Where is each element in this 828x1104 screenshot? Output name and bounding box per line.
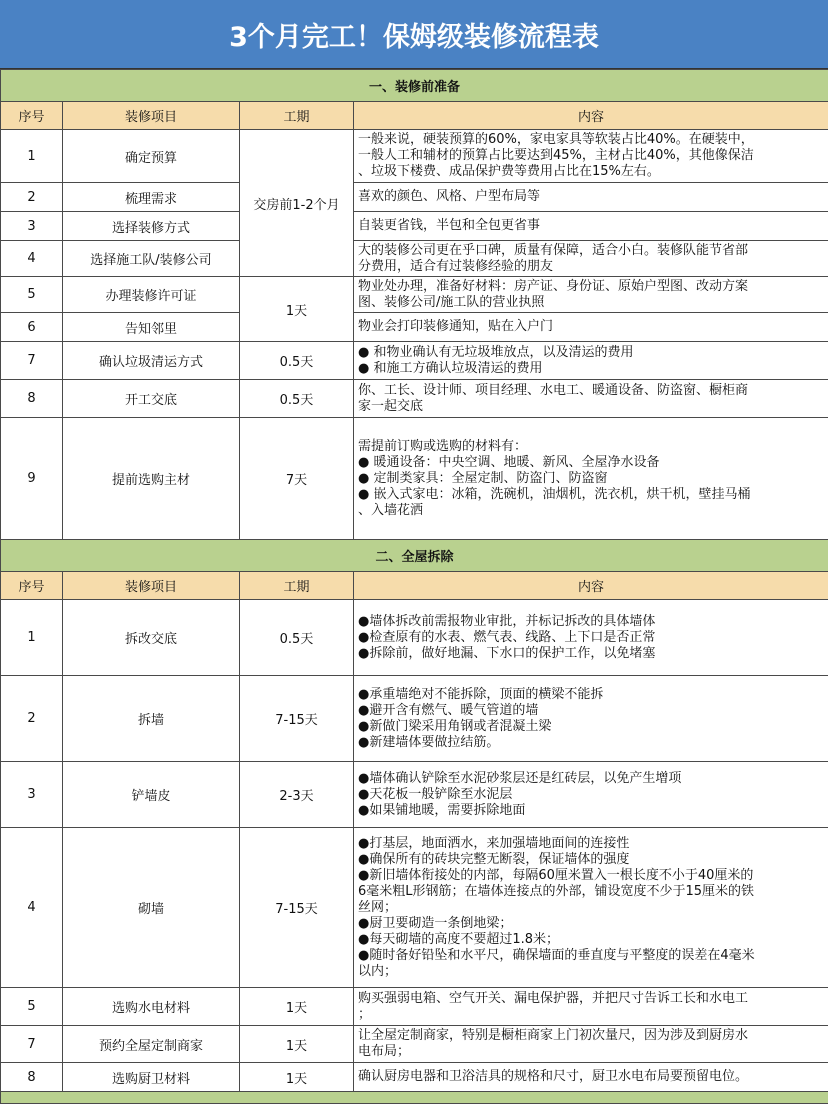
row-content [354,828,828,988]
row-number: 8 [1,380,63,418]
row-number: 1 [1,600,63,676]
row-period: 1天 [240,988,354,1026]
content-line: 丝网； [358,899,398,915]
row-item: 拆墙 [63,676,240,762]
table-row [1,762,828,828]
content-line: ● 和物业确认有无垃圾堆放点，以及清运的费用 [358,344,634,360]
row-content [354,418,828,540]
page-title: 3个月完工！保姆级装修流程表 [0,0,828,69]
header-period: 工期 [240,102,354,130]
content-line: ● 嵌入式家电：冰箱，洗碗机，油烟机，洗衣机，烘干机，壁挂马桶 [358,486,751,502]
row-content [354,342,828,380]
content-line: 需提前订购或选购的材料有： [358,438,528,454]
row-content [354,600,828,676]
table-row [1,130,828,183]
row-item: 告知邻里 [63,313,240,342]
content-line: ●天花板一般铲除至水泥层 [358,786,513,802]
content-line: ●拆除前，做好地漏、下水口的保护工作，以免堵塞 [358,645,656,661]
content-line: ●墙体确认铲除至水泥砂浆层还是红砖层，以免产生增项 [358,770,682,786]
content-line: ●确保所有的砖块完整无断裂，保证墙体的强度 [358,851,630,867]
row-content [354,241,828,277]
content-line: ●如果铺地暖，需要拆除地面 [358,802,526,818]
row-item: 选购水电材料 [63,988,240,1026]
content-line: 让全屋定制商家，特别是橱柜商家上门初次量尺，因为涉及到厨房水 [358,1028,749,1043]
table-row [1,212,828,241]
content-line: ●承重墙绝对不能拆除，顶面的横梁不能拆 [358,686,604,702]
content-line: 电布局； [358,1044,411,1059]
header-item: 装修项目 [63,572,240,600]
section-title: 二、全屋拆除 [1,540,828,572]
header-period: 工期 [240,572,354,600]
header-no: 序号 [1,102,63,130]
row-item: 开工交底 [63,380,240,418]
row-item: 预约全屋定制商家 [63,1026,240,1063]
header-content: 内容 [354,102,828,130]
content-line: ● 定制类家具：全屋定制、防盗门、防盗窗 [358,470,608,486]
row-content [354,988,828,1026]
row-item: 砌墙 [63,828,240,988]
content-line: 一般来说，硬装预算的60%，家电家具等软装占比40%。在硬装中， [358,132,754,147]
section-title-row [1,540,828,572]
row-number: 5 [1,988,63,1026]
row-content [354,277,828,313]
row-item: 选择装修方式 [63,212,240,241]
content-line: 以内； [358,963,398,979]
content-line: ●新做门梁采用角钢或者混凝土梁 [358,718,552,734]
row-content [354,1026,828,1063]
column-header-row [1,572,828,600]
next-section-title [1,1092,828,1104]
row-number: 6 [1,313,63,342]
row-content [354,130,828,183]
content-line: 物业会打印装修通知，贴在入户门 [358,319,554,334]
row-period: 1天 [240,277,354,342]
row-period: 0.5天 [240,600,354,676]
header-no: 序号 [1,572,63,600]
content-line: 、入墙花洒 [358,502,424,518]
row-content [354,762,828,828]
row-period: 交房前1-2个月 [240,130,354,277]
content-line: 一般人工和辅材的预算占比要达到45%，主材占比40%，其他像保洁 [358,148,754,163]
row-number: 2 [1,676,63,762]
table-row [1,600,828,676]
row-number: 4 [1,828,63,988]
content-line: 物业处办理，准备好材料：房产证、身份证、原始户型图、改动方案 [358,278,749,294]
content-line: 、垃圾下楼费、成品保护费等费用占比在15%左右。 [358,164,660,179]
row-number: 7 [1,1026,63,1063]
content-line: 大的装修公司更在乎口碑，质量有保障，适合小白。装修队能节省部 [358,242,749,258]
row-content [354,380,828,418]
row-period: 7天 [240,418,354,540]
row-content [354,676,828,762]
row-item: 确定预算 [63,130,240,183]
row-number: 1 [1,130,63,183]
row-item: 选购厨卫材料 [63,1063,240,1092]
row-number: 3 [1,212,63,241]
table-row [1,380,828,418]
next-section-band [1,1092,828,1104]
row-period: 7-15天 [240,676,354,762]
table-row [1,277,828,313]
row-item: 办理装修许可证 [63,277,240,313]
row-item: 拆改交底 [63,600,240,676]
content-line: 分费用，适合有过装修经验的朋友 [358,258,554,274]
content-line: ●墙体拆改前需报物业审批，并标记拆改的具体墙体 [358,613,656,629]
content-line: ●新旧墙体衔接处的内部，每隔60厘米置入一根长度不小于40厘米的 [358,867,754,883]
content-line: ●每天砌墙的高度不要超过1.8米； [358,931,560,947]
content-line: 确认厨房电器和卫浴洁具的规格和尺寸，厨卫水电布局要预留电位。 [358,1069,749,1084]
content-line: ●检查原有的水表、燃气表、线路、上下口是否正常 [358,629,656,645]
row-number: 9 [1,418,63,540]
row-number: 2 [1,183,63,212]
row-content [354,313,828,342]
row-period: 1天 [240,1063,354,1092]
content-line: ● 和施工方确认垃圾清运的费用 [358,360,543,376]
row-period: 7-15天 [240,828,354,988]
row-number: 8 [1,1063,63,1092]
section-title: 一、装修前准备 [1,70,828,102]
row-period: 0.5天 [240,380,354,418]
table-row [1,988,828,1026]
row-content [354,1063,828,1092]
row-content [354,212,828,241]
row-period: 0.5天 [240,342,354,380]
content-line: 6毫米粗L形钢筋；在墙体连接点的外部，铺设宽度不少于15厘米的铁 [358,883,755,899]
content-line: 喜欢的颜色、风格、户型布局等 [358,189,541,204]
content-line: ●随时备好铅坠和水平尺，确保墙面的垂直度与平整度的误差在4毫米 [358,947,755,963]
content-line: ●新建墙体要做拉结筋。 [358,734,500,750]
row-item: 选择施工队/装修公司 [63,241,240,277]
content-line: ●厨卫要砌造一条倒地梁； [358,915,513,931]
header-item: 装修项目 [63,102,240,130]
row-period: 2-3天 [240,762,354,828]
row-content [354,183,828,212]
column-header-row [1,102,828,130]
table-row [1,418,828,540]
table-row [1,1063,828,1092]
row-number: 3 [1,762,63,828]
table-row [1,828,828,988]
process-table [0,69,828,1104]
content-line: 家一起交底 [358,398,424,414]
content-line: 图、装修公司/施工队的营业执照 [358,294,545,310]
table-row [1,1026,828,1063]
row-number: 5 [1,277,63,313]
row-item: 梳理需求 [63,183,240,212]
row-item: 确认垃圾清运方式 [63,342,240,380]
table-row [1,183,828,212]
table-row [1,241,828,277]
content-line: ● 暖通设备：中央空调、地暖、新风、全屋净水设备 [358,454,660,470]
row-item: 提前选购主材 [63,418,240,540]
row-period: 1天 [240,1026,354,1063]
content-line: 购买强弱电箱、空气开关、漏电保护器，并把尺寸告诉工长和水电工 [358,990,749,1006]
row-number: 7 [1,342,63,380]
header-content: 内容 [354,572,828,600]
content-line: ； [358,1006,372,1022]
table-row [1,676,828,762]
content-line: 你、工长、设计师、项目经理、水电工、暖通设备、防盗窗、橱柜商 [358,382,749,398]
content-line: ●避开含有燃气、暖气管道的墙 [358,702,539,718]
table-row [1,342,828,380]
row-number: 4 [1,241,63,277]
table-row [1,313,828,342]
row-item: 铲墙皮 [63,762,240,828]
content-line: 自装更省钱，半包和全包更省事 [358,218,541,233]
section-title-row [1,70,828,102]
content-line: ●打基层，地面洒水，来加强墙地面间的连接性 [358,835,630,851]
